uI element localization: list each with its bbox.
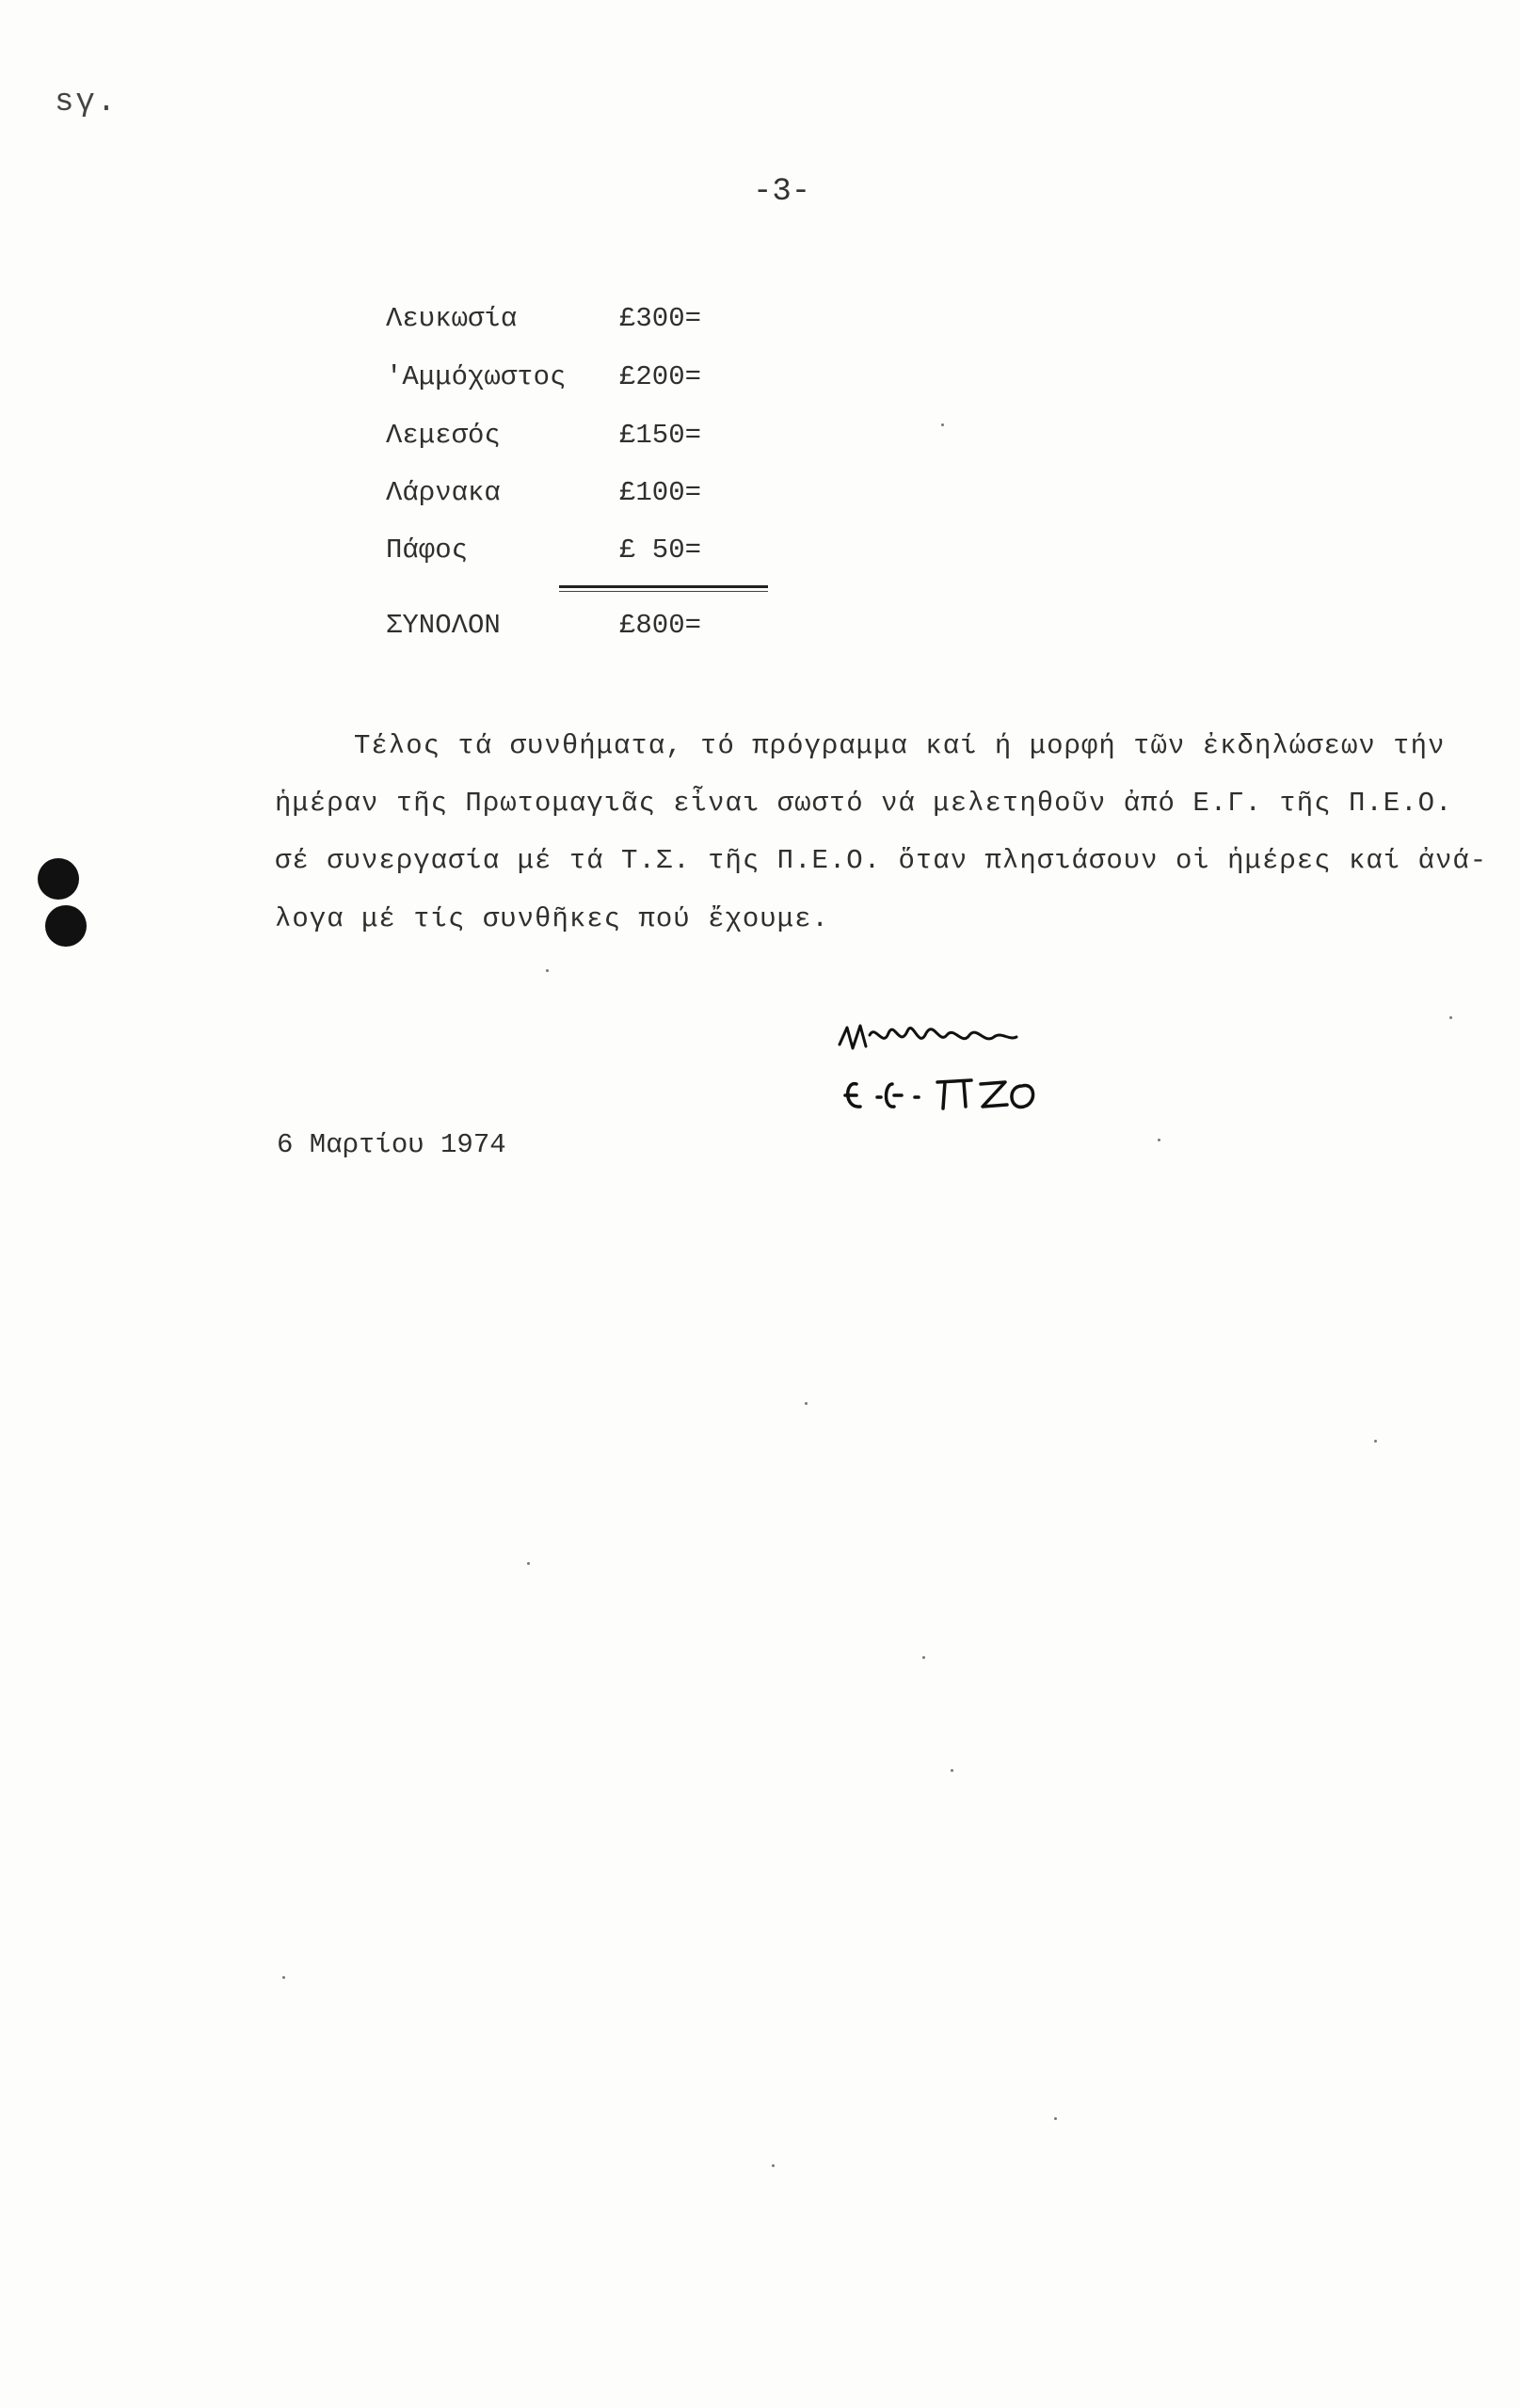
handwritten-signature [828,1007,1073,1129]
scan-speck [951,1769,953,1772]
distribution-row [386,534,781,582]
city-name: 'Αμμόχωστος [386,361,567,392]
page-number: -3- [753,174,811,210]
punch-hole [38,858,79,900]
scan-speck [772,2164,775,2167]
scan-speck [922,1656,925,1659]
city-amount: £200= [619,361,702,392]
city-name: Πάφος [386,534,469,566]
scan-speck [527,1562,530,1565]
scan-speck [1054,2117,1057,2120]
scan-speck [546,969,549,972]
scan-speck [805,1402,808,1405]
distribution-row [386,361,781,408]
city-amount: £ 50= [619,534,702,566]
city-name: Λεμεσός [386,420,501,451]
paragraph-line: λογα μέ τίς συνθῆκες πού ἔχουμε. [275,903,829,934]
total-rule [559,585,768,588]
city-name: Λευκωσία [386,303,518,334]
scan-speck [282,1976,285,1979]
document-date: 6 Μαρτίου 1974 [277,1129,506,1160]
scan-speck [1374,1440,1377,1443]
scan-speck [1449,1016,1452,1019]
total-rule-underline [559,591,768,592]
city-name: Λάρνακα [386,477,501,508]
distribution-row [386,420,781,467]
corner-mark: sγ. [55,85,119,120]
scan-speck [1158,1139,1160,1141]
scan-speck [941,423,944,426]
city-amount: £300= [619,303,702,334]
paragraph-line: Τέλος τά συνθήματα, τό πρόγραμμα καί ή μορφή τῶν ἐκδηλώσεων τήν [354,730,1446,761]
total-row [386,610,781,657]
paragraph-line: σέ συνεργασία μέ τά Τ.Σ. τῆς Π.Ε.Ο. ὅταν πλησιάσουν οἱ ἡμέρες καί ἀνά- [275,845,1488,876]
punch-hole [45,905,87,947]
distribution-row [386,303,781,350]
total-amount: £800= [619,610,702,641]
city-amount: £150= [619,420,702,451]
paragraph-line: ἡμέραν τῆς Πρωτομαγιᾶς εἶναι σωστό νά μελετηθοῦν ἀπό Ε.Γ. τῆς Π.Ε.Ο. [275,788,1453,819]
distribution-row [386,477,781,524]
city-amount: £100= [619,477,702,508]
total-label: ΣΥΝΟΛΟΝ [386,610,501,641]
